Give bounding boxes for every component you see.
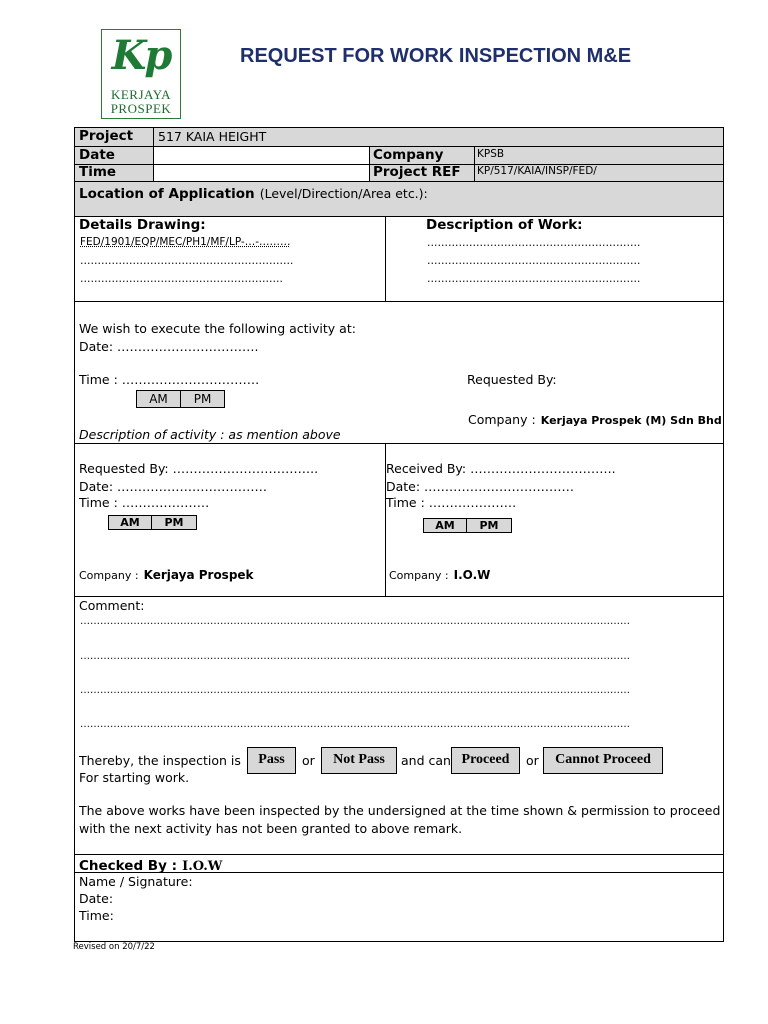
inspection-prefix: Thereby, the inspection is — [79, 753, 241, 768]
logo-line1: KERJAYA — [110, 87, 172, 102]
receive-time: Time : ………………… — [386, 495, 517, 510]
checked-by-value: I.O.W — [182, 859, 223, 874]
logo-mark: Kp — [111, 32, 171, 79]
drawing-line-2: ……………………………………………………. — [80, 255, 294, 267]
project-value: 517 KAIA HEIGHT — [158, 129, 267, 144]
location-row — [79, 183, 428, 202]
details-drawing-label: Details Drawing: — [79, 217, 206, 233]
request-pm-option[interactable]: PM — [151, 515, 197, 530]
inspection-note-2: with the next activity has not been granted to above remark. — [79, 821, 463, 836]
not-pass-button[interactable]: Not Pass — [321, 747, 397, 774]
work-line-1: ……………………………………………………. — [427, 237, 641, 249]
activity-company-value: Kerjaya Prospek (M) Sdn Bhd — [540, 414, 722, 427]
work-line-2: ……………………………………………………. — [427, 255, 641, 267]
or-text-1: or — [302, 753, 315, 768]
request-am-option[interactable]: AM — [108, 515, 152, 530]
time-value-cell — [153, 164, 369, 181]
activity-pm-option[interactable]: PM — [180, 390, 225, 408]
checked-by-label: Checked By : — [79, 858, 178, 874]
time-label: Time — [79, 164, 117, 180]
proceed-button[interactable]: Proceed — [451, 747, 520, 774]
logo-line2: PROSPEK — [110, 101, 172, 116]
activity-time: Time : …………………………… — [79, 372, 260, 387]
comment-label: Comment: — [79, 598, 145, 613]
work-line-3: ……………………………………………………. — [427, 273, 641, 285]
drawing-ref-line: FED/1901/EQP/MEC/PH1/MF/LP-…-……… — [80, 236, 291, 248]
request-time: Time : ………………… — [79, 495, 210, 510]
comment-line-3: ………………………………………………………………………………………………………………………………………………… — [80, 685, 630, 696]
receive-pm-option[interactable]: PM — [466, 518, 512, 533]
company-value: KPSB — [477, 148, 505, 160]
activity-requested-by: Requested By: — [467, 372, 557, 387]
activity-company-label: Company : — [468, 412, 536, 427]
receive-company-label: Company : — [389, 569, 449, 582]
location-hint: (Level/Direction/Area etc.): — [259, 186, 428, 201]
or-text-2: or — [526, 753, 539, 768]
starting-work-text: For starting work. — [79, 770, 190, 785]
activity-description: Description of activity : as mention above — [79, 427, 341, 442]
checked-by-row — [79, 855, 222, 874]
cannot-proceed-button[interactable]: Cannot Proceed — [543, 747, 663, 774]
request-company-value: Kerjaya Prospek — [143, 568, 254, 582]
receive-received-by: Received By: …………………………….. — [386, 461, 616, 476]
checked-date-label: Date: — [79, 891, 114, 906]
company-label: Company — [373, 147, 444, 163]
drawing-line-3: …………………………………………………. — [80, 273, 283, 285]
description-of-work-label: Description of Work: — [426, 217, 583, 233]
activity-company-row — [468, 409, 722, 428]
date-value-cell — [153, 146, 369, 164]
name-signature-label: Name / Signature: — [79, 874, 193, 889]
inspection-note-1: The above works have been inspected by the undersigned at the time shown & permission to proceed — [79, 803, 721, 818]
pass-button[interactable]: Pass — [247, 747, 296, 774]
project-label: Project — [79, 128, 134, 144]
activity-intro: We wish to execute the following activity at: — [79, 321, 356, 336]
and-can-text: and can — [401, 753, 451, 768]
request-date: Date: ……………………………… — [79, 479, 268, 494]
company-logo — [101, 29, 181, 119]
project-ref-value: KP/517/KAIA/INSP/FED/ — [477, 165, 597, 177]
activity-date: Date: ……………………………. — [79, 339, 259, 354]
request-company-row — [79, 564, 254, 583]
comment-line-1: ………………………………………………………………………………………………………………………………………………… — [80, 616, 630, 627]
request-requested-by: Requested By: …………………………….. — [79, 461, 319, 476]
form-title: REQUEST FOR WORK INSPECTION M&E — [240, 45, 632, 67]
activity-am-option[interactable]: AM — [136, 390, 181, 408]
checked-time-label: Time: — [79, 908, 114, 923]
request-company-label: Company : — [79, 569, 139, 582]
project-ref-label: Project REF — [373, 164, 461, 180]
receive-am-option[interactable]: AM — [423, 518, 467, 533]
date-label: Date — [79, 147, 115, 163]
receive-company-value: I.O.W — [453, 568, 491, 582]
revised-note: Revised on 20/7/22 — [73, 942, 155, 952]
receive-date: Date: ……………………………… — [386, 479, 575, 494]
comment-line-2: ………………………………………………………………………………………………………………………………………………… — [80, 651, 630, 662]
receive-company-row — [389, 564, 490, 583]
comment-line-4: ………………………………………………………………………………………………………………………………………………… — [80, 719, 630, 730]
location-label: Location of Application — [79, 186, 255, 202]
